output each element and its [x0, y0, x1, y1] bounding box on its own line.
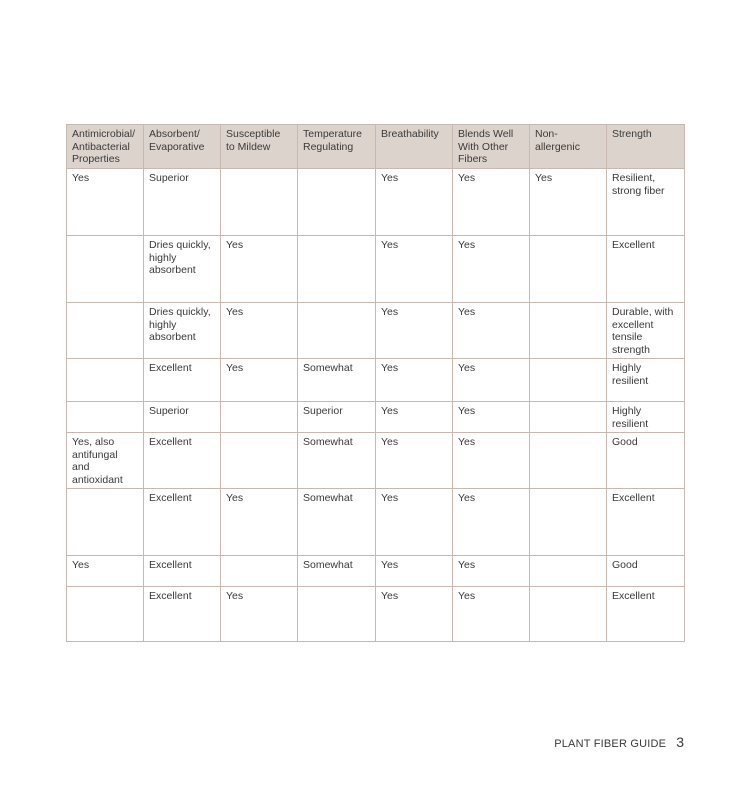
table-cell: Durable, with excellent tensile strength	[607, 303, 685, 359]
table-cell: Yes	[67, 556, 144, 587]
table-cell: Yes	[67, 169, 144, 236]
table-cell: Somewhat	[298, 359, 376, 402]
table-cell	[67, 402, 144, 433]
header-temperature: Temperature Regulating	[298, 125, 376, 169]
table-row	[67, 556, 685, 587]
header-mildew: Susceptible to Mildew	[221, 125, 298, 169]
table-row	[67, 587, 685, 642]
table-cell	[67, 489, 144, 556]
table-cell	[67, 587, 144, 642]
table-cell: Highly resilient	[607, 359, 685, 402]
table-cell	[221, 433, 298, 489]
table-cell	[298, 303, 376, 359]
table-cell: Yes	[221, 489, 298, 556]
table-cell: Yes	[221, 359, 298, 402]
table-cell: Yes	[453, 169, 530, 236]
header-row	[67, 125, 685, 169]
table-cell: Excellent	[607, 236, 685, 303]
table-cell: Excellent	[144, 359, 221, 402]
header-blends: Blends Well With Other Fibers	[453, 125, 530, 169]
table-cell: Yes	[376, 402, 453, 433]
table-row	[67, 359, 685, 402]
table-cell: Excellent	[607, 587, 685, 642]
table-cell	[298, 236, 376, 303]
table-cell: Yes	[453, 489, 530, 556]
header-strength: Strength	[607, 125, 685, 169]
table-cell: Yes	[221, 236, 298, 303]
table-cell	[221, 556, 298, 587]
table-cell	[530, 433, 607, 489]
table-cell: Yes	[453, 587, 530, 642]
page-footer	[554, 734, 684, 750]
table-cell: Excellent	[144, 433, 221, 489]
table-cell: Yes	[453, 303, 530, 359]
table-cell	[298, 587, 376, 642]
table-cell	[530, 236, 607, 303]
table-cell: Good	[607, 556, 685, 587]
table-cell: Somewhat	[298, 556, 376, 587]
table-cell: Dries quickly, highly absorbent	[144, 236, 221, 303]
table-cell	[530, 587, 607, 642]
footer-title: PLANT FIBER GUIDE	[554, 738, 667, 750]
table-cell: Yes	[376, 489, 453, 556]
header-absorbent: Absorbent/ Evaporative	[144, 125, 221, 169]
table-cell: Yes	[453, 402, 530, 433]
table-cell: Resilient, strong fiber	[607, 169, 685, 236]
header-antimicrobial: Antimicrobial/ Antibacterial Properties	[67, 125, 144, 169]
table-cell: Good	[607, 433, 685, 489]
table-row	[67, 303, 685, 359]
table-cell: Yes	[376, 359, 453, 402]
table-cell: Yes	[376, 587, 453, 642]
table-cell: Excellent	[144, 587, 221, 642]
table-cell: Dries quickly, highly absorbent	[144, 303, 221, 359]
fiber-properties-table	[66, 124, 685, 642]
table-cell: Excellent	[144, 489, 221, 556]
table-cell: Yes	[453, 236, 530, 303]
table-cell	[530, 402, 607, 433]
table-row	[67, 236, 685, 303]
table-cell: Yes	[376, 169, 453, 236]
table-cell: Yes	[221, 587, 298, 642]
table-cell: Yes	[376, 433, 453, 489]
table-cell: Superior	[144, 402, 221, 433]
table-cell	[67, 236, 144, 303]
table-cell: Yes	[453, 359, 530, 402]
table-cell	[298, 169, 376, 236]
table-cell: Superior	[298, 402, 376, 433]
table-cell	[221, 169, 298, 236]
table-row	[67, 433, 685, 489]
table-cell: Superior	[144, 169, 221, 236]
table-cell	[530, 303, 607, 359]
table-cell	[530, 556, 607, 587]
table-cell	[530, 359, 607, 402]
page-number: 3	[676, 734, 684, 750]
table-cell: Somewhat	[298, 489, 376, 556]
table-row	[67, 169, 685, 236]
table-cell: Yes	[376, 556, 453, 587]
table-header	[67, 125, 685, 169]
table-cell: Yes	[221, 303, 298, 359]
header-nonallergenic: Non- allergenic	[530, 125, 607, 169]
table-cell	[67, 303, 144, 359]
table-cell: Excellent	[607, 489, 685, 556]
table-row	[67, 489, 685, 556]
table-cell: Yes	[453, 556, 530, 587]
table-cell	[67, 359, 144, 402]
table-row	[67, 402, 685, 433]
table-cell: Yes	[376, 236, 453, 303]
table-cell: Yes, also antifungal and antioxidant	[67, 433, 144, 489]
table-cell: Excellent	[144, 556, 221, 587]
table-cell: Highly resilient	[607, 402, 685, 433]
table-cell	[221, 402, 298, 433]
table-cell: Yes	[376, 303, 453, 359]
table-body	[67, 169, 685, 642]
table-cell	[530, 489, 607, 556]
table-cell: Somewhat	[298, 433, 376, 489]
header-breathability: Breathability	[376, 125, 453, 169]
table-cell: Yes	[453, 433, 530, 489]
table-cell: Yes	[530, 169, 607, 236]
